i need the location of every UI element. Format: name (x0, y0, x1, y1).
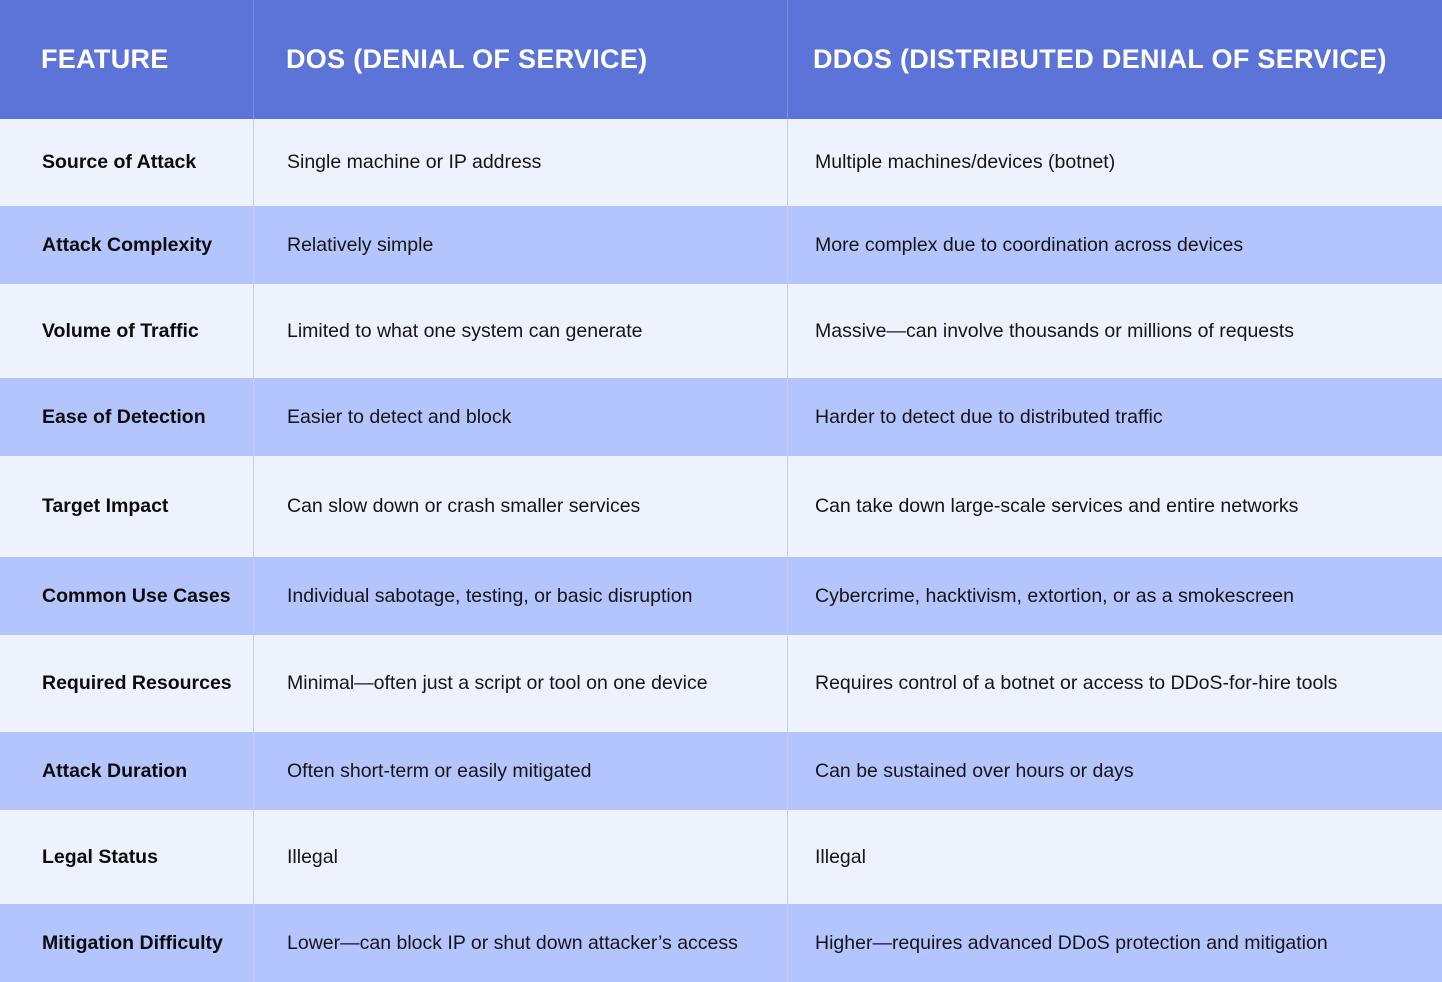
table-row (0, 378, 1442, 456)
table-row (0, 119, 1442, 206)
dos-cell: Single machine or IP address (253, 119, 787, 206)
feature-cell: Volume of Traffic (42, 319, 199, 342)
feature-cell: Target Impact (42, 495, 169, 517)
ddos-cell: Cybercrime, hacktivism, extortion, or as a smokescreen (787, 557, 1442, 635)
dos-cell: Lower—can block IP or shut down attacker’s access (253, 904, 787, 982)
table-row (0, 284, 1442, 378)
table-row (0, 635, 1442, 732)
ddos-cell: Requires control of a botnet or access to DDoS-for-hire tools (787, 635, 1442, 732)
dos-cell: Relatively simple (253, 206, 787, 284)
dos-cell: Limited to what one system can generate (253, 284, 787, 378)
feature-cell: Source of Attack (42, 151, 197, 173)
feature-cell: Common Use Cases (42, 584, 231, 607)
dos-cell: Often short-term or easily mitigated (253, 732, 787, 810)
ddos-cell: Massive—can involve thousands or millions of requests (787, 284, 1442, 378)
table-row (0, 732, 1442, 810)
feature-cell: Attack Complexity (42, 233, 213, 256)
feature-cell: Attack Duration (42, 759, 188, 782)
dos-cell: Easier to detect and block (253, 378, 787, 456)
ddos-cell: Multiple machines/devices (botnet) (787, 119, 1442, 206)
table-row (0, 557, 1442, 635)
dos-cell: Illegal (253, 810, 787, 904)
table-header (0, 0, 1442, 119)
table-row (0, 456, 1442, 557)
header-feature: FEATURE (41, 44, 169, 74)
feature-cell: Ease of Detection (42, 405, 206, 428)
table-row (0, 904, 1442, 982)
dos-cell: Can slow down or crash smaller services (253, 456, 787, 557)
feature-cell: Mitigation Difficulty (42, 931, 223, 954)
ddos-cell: More complex due to coordination across devices (787, 206, 1442, 284)
table-row (0, 810, 1442, 904)
ddos-cell: Higher—requires advanced DDoS protection and mitigation (787, 904, 1442, 982)
feature-cell: Required Resources (42, 672, 232, 694)
header-ddos: DDOS (DISTRIBUTED DENIAL OF SERVICE) (787, 0, 1442, 119)
ddos-cell: Illegal (787, 810, 1442, 904)
dos-cell: Individual sabotage, testing, or basic disruption (253, 557, 787, 635)
dos-cell: Minimal—often just a script or tool on one device (253, 635, 787, 732)
feature-cell: Legal Status (42, 845, 158, 868)
table-row (0, 206, 1442, 284)
ddos-cell: Can be sustained over hours or days (787, 732, 1442, 810)
header-dos: DOS (DENIAL OF SERVICE) (253, 0, 787, 119)
ddos-cell: Harder to detect due to distributed traffic (787, 378, 1442, 456)
ddos-cell: Can take down large-scale services and entire networks (787, 456, 1442, 557)
